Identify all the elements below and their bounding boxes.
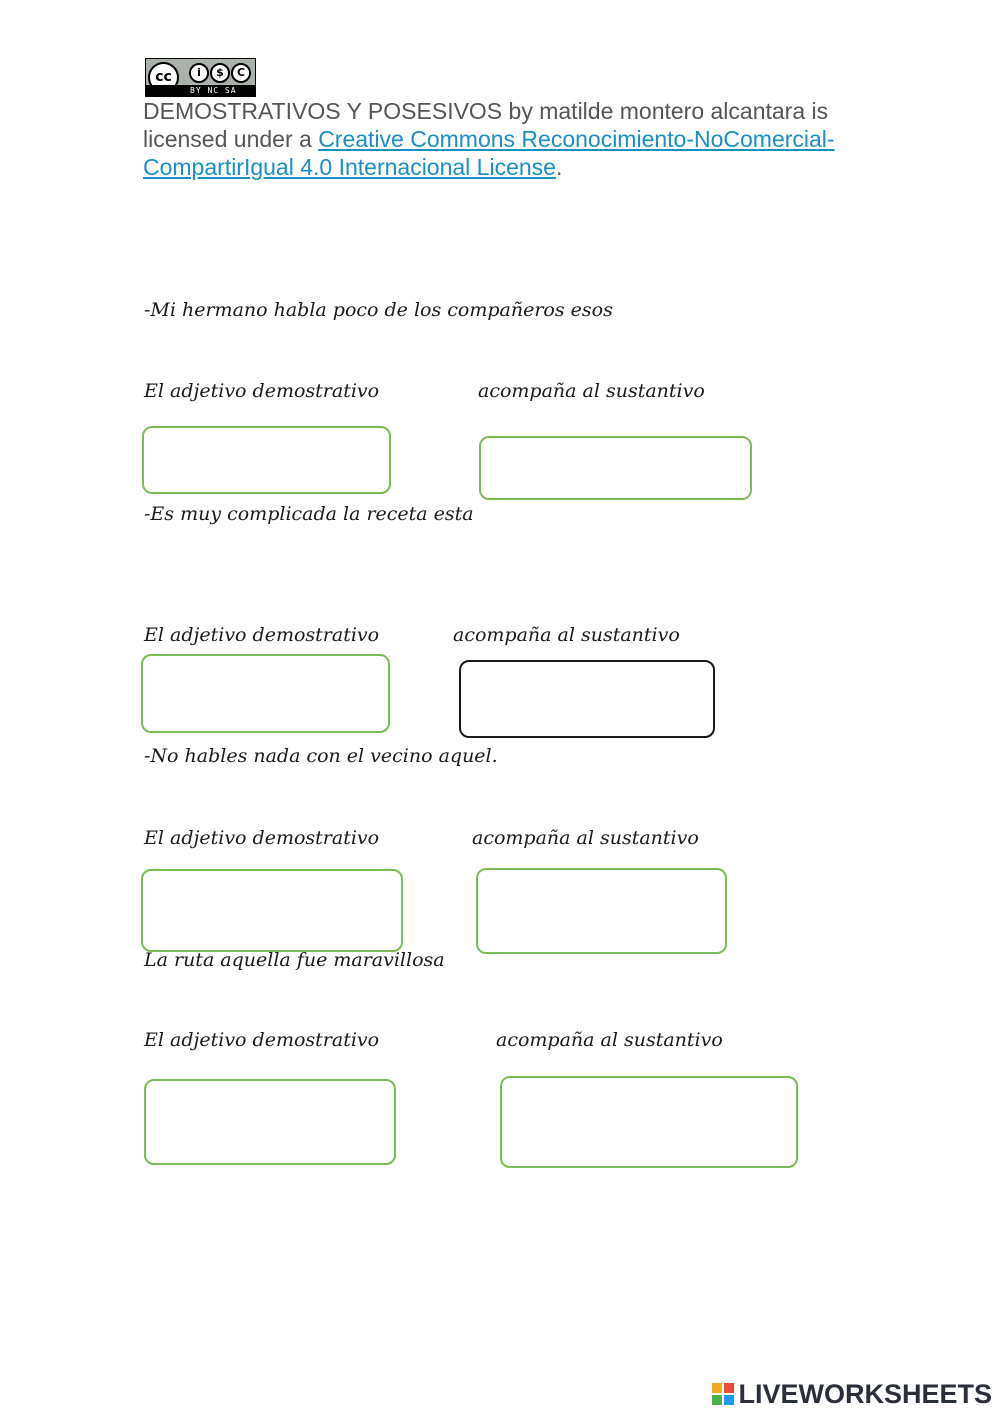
sentence-1: -Mi hermano habla poco de los compañeros esos xyxy=(144,299,613,321)
attribution-icon: i xyxy=(189,63,209,83)
label-noun-1: acompaña al sustantivo xyxy=(478,380,705,402)
badge-label: BY NC SA xyxy=(190,86,237,95)
liveworksheets-logo xyxy=(712,1378,992,1410)
label-demonstrative-1: El adjetivo demostrativo xyxy=(144,380,380,402)
logo-block xyxy=(712,1383,722,1393)
license-prefix: DEMOSTRATIVOS Y POSESIVOS by matilde montero alcantara is licensed under a xyxy=(143,98,829,152)
answer-box-noun-4[interactable] xyxy=(500,1076,798,1168)
license-link[interactable]: Creative Commons Reconocimiento-NoComercial-CompartirIgual 4.0 Internacional License xyxy=(143,126,835,180)
label-noun-4: acompaña al sustantivo xyxy=(496,1029,723,1051)
sentence-4: La ruta aquella fue maravillosa xyxy=(144,949,445,971)
cc-license-badge xyxy=(145,58,256,97)
license-suffix: . xyxy=(555,154,563,180)
answer-box-demonstrative-3[interactable] xyxy=(141,869,403,952)
answer-box-noun-3[interactable] xyxy=(476,868,727,954)
logo-blocks-icon xyxy=(712,1383,734,1405)
sharealike-icon: C xyxy=(231,63,251,83)
answer-box-noun-2[interactable] xyxy=(459,660,715,738)
logo-block xyxy=(724,1383,734,1393)
answer-box-noun-1[interactable] xyxy=(479,436,752,500)
answer-box-demonstrative-1[interactable] xyxy=(142,426,391,494)
label-demonstrative-2: El adjetivo demostrativo xyxy=(144,624,380,646)
logo-block xyxy=(724,1395,734,1405)
sentence-2: -Es muy complicada la receta esta xyxy=(144,503,474,525)
logo-block xyxy=(712,1395,722,1405)
label-noun-2: acompaña al sustantivo xyxy=(453,624,680,646)
label-noun-3: acompaña al sustantivo xyxy=(472,827,699,849)
sentence-3: -No hables nada con el vecino aquel. xyxy=(144,745,498,767)
label-demonstrative-4: El adjetivo demostrativo xyxy=(144,1029,380,1051)
license-statement xyxy=(143,97,843,181)
answer-box-demonstrative-4[interactable] xyxy=(144,1079,396,1165)
answer-box-demonstrative-2[interactable] xyxy=(141,654,390,733)
logo-wordmark: LIVEWORKSHEETS xyxy=(738,1378,992,1409)
cc-icon: cc xyxy=(148,62,179,93)
label-demonstrative-3: El adjetivo demostrativo xyxy=(144,827,380,849)
noncommercial-icon: $ xyxy=(210,63,230,83)
